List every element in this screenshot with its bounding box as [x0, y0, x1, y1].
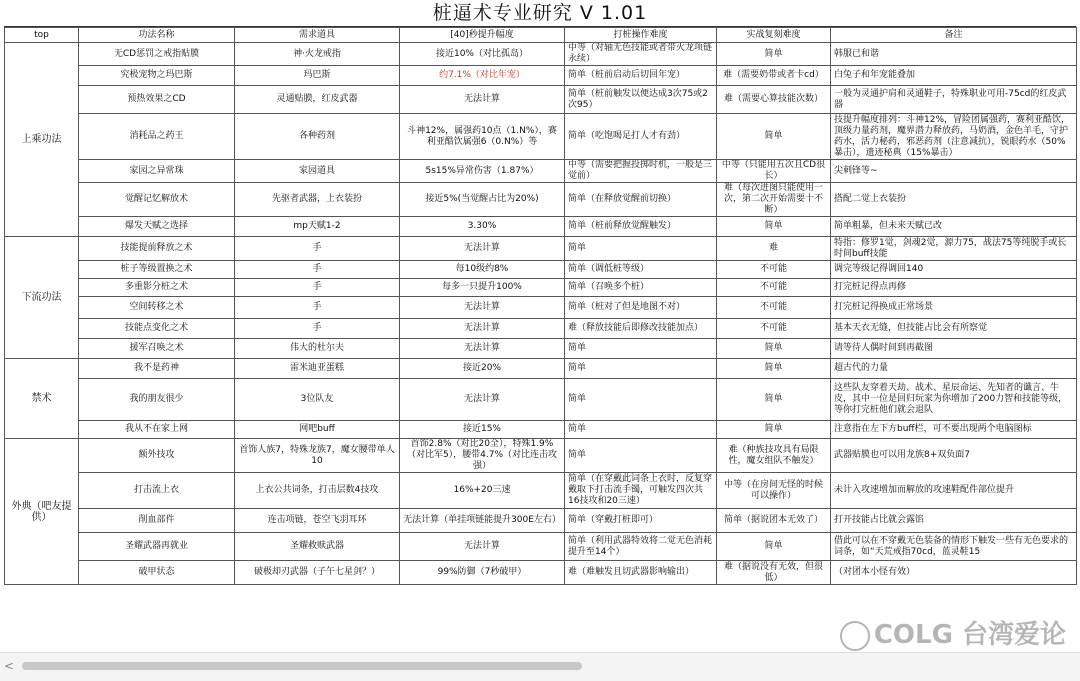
practice-difficulty-cell[interactable]: 简单（吃饱喝足打人才有劲）	[565, 114, 717, 160]
table-row	[5, 43, 1077, 66]
technique-name-cell[interactable]: 消耗品之药王	[79, 114, 235, 160]
table-row	[5, 473, 1077, 509]
required-item-cell[interactable]: mp天赋1-2	[235, 217, 400, 237]
table-row	[5, 279, 1077, 297]
real-difficulty-cell[interactable]: 不可能	[717, 261, 831, 279]
real-difficulty-cell[interactable]: 难（需要奶带或者卡cd）	[717, 66, 831, 86]
scroll-left-icon[interactable]: <	[4, 659, 15, 673]
real-difficulty-cell[interactable]: 难（种族技攻具有局限性，魔女组队不触发）	[717, 439, 831, 473]
required-item-cell[interactable]: 圣耀救赎武器	[235, 533, 400, 561]
practice-difficulty-cell[interactable]: 简单	[565, 359, 717, 379]
real-difficulty-cell[interactable]: 难（每次进图只能使用一次，第二次开始需要十不断）	[717, 183, 831, 217]
real-difficulty-cell[interactable]: 简单	[717, 114, 831, 160]
required-item-cell[interactable]: 手	[235, 261, 400, 279]
technique-name-cell[interactable]: 多重影分桩之术	[79, 279, 235, 297]
table-row	[5, 86, 1077, 114]
practice-difficulty-cell[interactable]: 简单（调低桩等级）	[565, 261, 717, 279]
practice-difficulty-cell[interactable]: 简单（在穿戴此词条上衣时，反复穿戴取下打击流手镯，可触发四次共16技攻和20三速）	[565, 473, 717, 509]
table-row	[5, 319, 1077, 339]
real-difficulty-cell[interactable]: 中等（在房间无怪的时候可以操作）	[717, 473, 831, 509]
gain-cell[interactable]: 接近20%	[400, 359, 565, 379]
table-row	[5, 160, 1077, 183]
practice-difficulty-cell[interactable]: 简单	[565, 339, 717, 359]
table-row	[5, 217, 1077, 237]
header-note: 备注	[831, 28, 1077, 43]
practice-difficulty-cell[interactable]: 简单（穿戴打桩即可）	[565, 509, 717, 533]
category-cell[interactable]: 上乘功法	[5, 43, 79, 237]
horizontal-scrollbar[interactable]	[0, 652, 1080, 681]
real-difficulty-cell[interactable]: 不可能	[717, 319, 831, 339]
required-item-cell[interactable]: 连击项链，苍空飞羽耳环	[235, 509, 400, 533]
note-cell[interactable]: 打开技能占比就会露馅	[831, 509, 1077, 533]
table-row	[5, 339, 1077, 359]
watermark-logo-icon	[840, 621, 870, 651]
technique-name-cell[interactable]: 打击流上衣	[79, 473, 235, 509]
note-cell[interactable]: 搭配二觉上衣装扮	[831, 183, 1077, 217]
practice-difficulty-cell[interactable]: 简单（召唤多个桩）	[565, 279, 717, 297]
technique-name-cell[interactable]: 爆发天赋之选择	[79, 217, 235, 237]
note-cell[interactable]: 武器贴膜也可以用龙族8+双负面7	[831, 439, 1077, 473]
gain-cell[interactable]: 无法计算	[400, 319, 565, 339]
note-cell[interactable]: 基本天衣无缝，但技能占比会有所察觉	[831, 319, 1077, 339]
note-cell[interactable]: 简单粗暴，但未来天赋已改	[831, 217, 1077, 237]
gain-cell[interactable]: 99%防御（7秒破甲）	[400, 561, 565, 585]
category-cell[interactable]: 禁术	[5, 359, 79, 439]
required-item-cell[interactable]: 手	[235, 279, 400, 297]
watermark-text: COLG 台湾爱论	[873, 620, 1066, 650]
gain-cell[interactable]: 5s15%异常伤害（1.87%）	[400, 160, 565, 183]
required-item-cell[interactable]: 手	[235, 237, 400, 261]
header-item: 需求道具	[235, 28, 400, 43]
practice-difficulty-cell[interactable]: 难（难触发且切武器影响输出）	[565, 561, 717, 585]
table-row	[5, 237, 1077, 261]
gain-cell[interactable]: 无法计算（单挂项链能提升300E左右）	[400, 509, 565, 533]
real-difficulty-cell[interactable]: 简单	[717, 379, 831, 421]
gain-cell[interactable]: 无法计算	[400, 339, 565, 359]
practice-difficulty-cell[interactable]: 简单（桩前释放觉醒触发）	[565, 217, 717, 237]
real-difficulty-cell[interactable]: 难（需要心算技能次数）	[717, 86, 831, 114]
real-difficulty-cell[interactable]: 简单	[717, 421, 831, 439]
table-row	[5, 261, 1077, 279]
real-difficulty-cell[interactable]: 简单	[717, 217, 831, 237]
gain-cell[interactable]: 接近5%(当觉醒占比为20%)	[400, 183, 565, 217]
gain-cell[interactable]: 无法计算	[400, 86, 565, 114]
gain-cell[interactable]: 无法计算	[400, 379, 565, 421]
note-cell[interactable]: 打完桩记得换成正常场景	[831, 297, 1077, 319]
table-row	[5, 561, 1077, 585]
required-item-cell[interactable]: 破极却刃武器（子午七星剑？）	[235, 561, 400, 585]
note-cell[interactable]: 调完等级记得调回140	[831, 261, 1077, 279]
required-item-cell[interactable]: 伟大的杜尔夫	[235, 339, 400, 359]
real-difficulty-cell[interactable]: 简单	[717, 43, 831, 66]
practice-difficulty-cell[interactable]: 简单（桩前启动后切回年宠）	[565, 66, 717, 86]
watermark	[836, 614, 1066, 651]
real-difficulty-cell[interactable]: 简单（据说团本无效了）	[717, 509, 831, 533]
technique-name-cell[interactable]: 我的朋友很少	[79, 379, 235, 421]
technique-name-cell[interactable]: 预热效果之CD	[79, 86, 235, 114]
practice-difficulty-cell[interactable]: 中等（对轴无色技能或者带火龙项链永续）	[565, 43, 717, 66]
real-difficulty-cell[interactable]: 难（据说没有无效，但很低）	[717, 561, 831, 585]
research-table	[4, 27, 1077, 585]
note-cell[interactable]: 注意指在左下方buff栏，可不要出现两个电脑图标	[831, 421, 1077, 439]
real-difficulty-cell[interactable]: 不可能	[717, 297, 831, 319]
gain-cell[interactable]: 斗神12%，属强药10点（1.N%），赛利亚酷饮属强6（0.N%）等	[400, 114, 565, 160]
technique-name-cell[interactable]: 削血部件	[79, 509, 235, 533]
note-cell[interactable]: 技提升幅度排列：斗神12%，冒险团属强药，赛利亚酷饮，顶级力量药剂，魔界潜力释放药，马奶酒，金色羊毛，守护药水，活力秘药，邪恶药剂（注意减抗），锐眼药水（50%暴击），遗迹秘典（15%暴击）	[831, 114, 1077, 160]
table-row	[5, 421, 1077, 439]
technique-name-cell[interactable]: 我从不在家上网	[79, 421, 235, 439]
technique-name-cell[interactable]: 援军召唤之术	[79, 339, 235, 359]
technique-name-cell[interactable]: 技能点变化之术	[79, 319, 235, 339]
technique-name-cell[interactable]: 无CD惩罚之戒指贴膜	[79, 43, 235, 66]
real-difficulty-cell[interactable]: 简单	[717, 533, 831, 561]
real-difficulty-cell[interactable]: 难	[717, 237, 831, 261]
gain-cell[interactable]: 16%+20三速	[400, 473, 565, 509]
required-item-cell[interactable]: 神·火龙戒指	[235, 43, 400, 66]
real-difficulty-cell[interactable]: 简单	[717, 359, 831, 379]
scroll-thumb[interactable]	[22, 662, 582, 670]
practice-difficulty-cell[interactable]: 简单（利用武器特效将二觉无色消耗提升至14个）	[565, 533, 717, 561]
table-row	[5, 509, 1077, 533]
note-cell[interactable]: 白兔子和年宠能叠加	[831, 66, 1077, 86]
gain-cell[interactable]: 接近15%	[400, 421, 565, 439]
note-cell[interactable]: 未计入攻速增加而解放的攻速鞋配件部位提升	[831, 473, 1077, 509]
technique-name-cell[interactable]: 额外技攻	[79, 439, 235, 473]
required-item-cell[interactable]: 网吧buff	[235, 421, 400, 439]
real-difficulty-cell[interactable]: 不可能	[717, 279, 831, 297]
spreadsheet	[4, 0, 1076, 585]
required-item-cell[interactable]: 手	[235, 297, 400, 319]
technique-name-cell[interactable]: 觉醒记忆解放术	[79, 183, 235, 217]
sheet-title: 桩逼术专业研究 V 1.01	[4, 0, 1076, 27]
header-gain: [40]秒提升幅度	[400, 28, 565, 43]
gain-cell[interactable]: 每多一只提升100%	[400, 279, 565, 297]
technique-name-cell[interactable]: 桩子等级置换之术	[79, 261, 235, 279]
gain-cell[interactable]: 首饰2.8%（对比20全），特殊1.9%（对比军5），腰带4.7%（对比连击攻强）	[400, 439, 565, 473]
technique-name-cell[interactable]: 空间转移之术	[79, 297, 235, 319]
note-cell[interactable]: 韩服已和谐	[831, 43, 1077, 66]
table-row	[5, 183, 1077, 217]
technique-name-cell[interactable]: 技能提前释放之术	[79, 237, 235, 261]
required-item-cell[interactable]: 玛巴斯	[235, 66, 400, 86]
table-row	[5, 379, 1077, 421]
table-row	[5, 533, 1077, 561]
practice-difficulty-cell[interactable]: 简单	[565, 439, 717, 473]
table-row	[5, 439, 1077, 473]
category-cell[interactable]: 下流功法	[5, 237, 79, 359]
technique-name-cell[interactable]: 究极宠物之玛巴斯	[79, 66, 235, 86]
gain-cell[interactable]: 每10级约8%	[400, 261, 565, 279]
real-difficulty-cell[interactable]: 中等（只能用五次且CD很长）	[717, 160, 831, 183]
technique-name-cell[interactable]: 我不是药神	[79, 359, 235, 379]
practice-difficulty-cell[interactable]: 简单	[565, 237, 717, 261]
required-item-cell[interactable]: 各种药剂	[235, 114, 400, 160]
table-row	[5, 66, 1077, 86]
gain-cell[interactable]: 无法计算	[400, 533, 565, 561]
gain-cell[interactable]: 无法计算	[400, 297, 565, 319]
header-top: top	[5, 28, 79, 43]
gain-cell[interactable]: 无法计算	[400, 237, 565, 261]
table-row	[5, 297, 1077, 319]
table-body	[5, 28, 1077, 585]
required-item-cell[interactable]: 先驱者武器，上衣装扮	[235, 183, 400, 217]
note-cell[interactable]: 一般为灵通护肩和灵通鞋子，特殊职业可用-75cd的红皮武器	[831, 86, 1077, 114]
required-item-cell[interactable]: 上衣公共词条，打击层数4技攻	[235, 473, 400, 509]
required-item-cell[interactable]: 雷米迪亚蛋糕	[235, 359, 400, 379]
required-item-cell[interactable]: 手	[235, 319, 400, 339]
note-cell[interactable]: 请等待人偶时间到再截图	[831, 339, 1077, 359]
practice-difficulty-cell[interactable]: 简单	[565, 421, 717, 439]
required-item-cell[interactable]: 3位队友	[235, 379, 400, 421]
gain-cell[interactable]: 约7.1%（对比年宠）	[400, 66, 565, 86]
note-cell[interactable]: （对团本小怪有效）	[831, 561, 1077, 585]
practice-difficulty-cell[interactable]: 简单（桩对了但是地图不对）	[565, 297, 717, 319]
technique-name-cell[interactable]: 破甲状态	[79, 561, 235, 585]
header-row	[5, 28, 1077, 43]
note-cell[interactable]: 超古代的力量	[831, 359, 1077, 379]
header-real: 实战复刻难度	[717, 28, 831, 43]
practice-difficulty-cell[interactable]: 中等（需要把握投掷时机，一般是三觉前）	[565, 160, 717, 183]
note-cell[interactable]: 这些队友穿着天劫、战术、星辰命运、先知者的谶言、牛皮，其中一位是回归玩家为你增加了200力智和技能等级，等你打完桩他们就会退队	[831, 379, 1077, 421]
note-cell[interactable]: 尖刺锋等~	[831, 160, 1077, 183]
required-item-cell[interactable]: 灵通贴膜，红皮武器	[235, 86, 400, 114]
required-item-cell[interactable]: 首饰人族7，特殊龙族7，魔女腰带单人10	[235, 439, 400, 473]
gain-cell[interactable]: 接近10%（对比孤岛）	[400, 43, 565, 66]
note-cell[interactable]: 特指：修罗1觉，剑魂2觉，源力75，战法75等纯脱手或长时间buff技能	[831, 237, 1077, 261]
note-cell[interactable]: 借此可以在不穿戴无色装备的情形下触发一些有无色要求的词条，如“天荒戒指70cd，蓝灵鞋15	[831, 533, 1077, 561]
practice-difficulty-cell[interactable]: 难（释放技能后即修改技能加点）	[565, 319, 717, 339]
header-difficulty: 打桩操作难度	[565, 28, 717, 43]
practice-difficulty-cell[interactable]: 简单	[565, 379, 717, 421]
note-cell[interactable]: 打完桩记得点再修	[831, 279, 1077, 297]
table-row	[5, 114, 1077, 160]
gain-cell[interactable]: 3.30%	[400, 217, 565, 237]
technique-name-cell[interactable]: 圣耀武器再就业	[79, 533, 235, 561]
category-cell[interactable]: 外典（吧友提供）	[5, 439, 79, 585]
table-row	[5, 359, 1077, 379]
practice-difficulty-cell[interactable]: 简单（在释放觉醒前切换）	[565, 183, 717, 217]
technique-name-cell[interactable]: 家园之异常珠	[79, 160, 235, 183]
practice-difficulty-cell[interactable]: 简单（桩前触发以便达成3次75或2次95）	[565, 86, 717, 114]
real-difficulty-cell[interactable]: 简单	[717, 339, 831, 359]
header-name: 功法名称	[79, 28, 235, 43]
required-item-cell[interactable]: 家园道具	[235, 160, 400, 183]
